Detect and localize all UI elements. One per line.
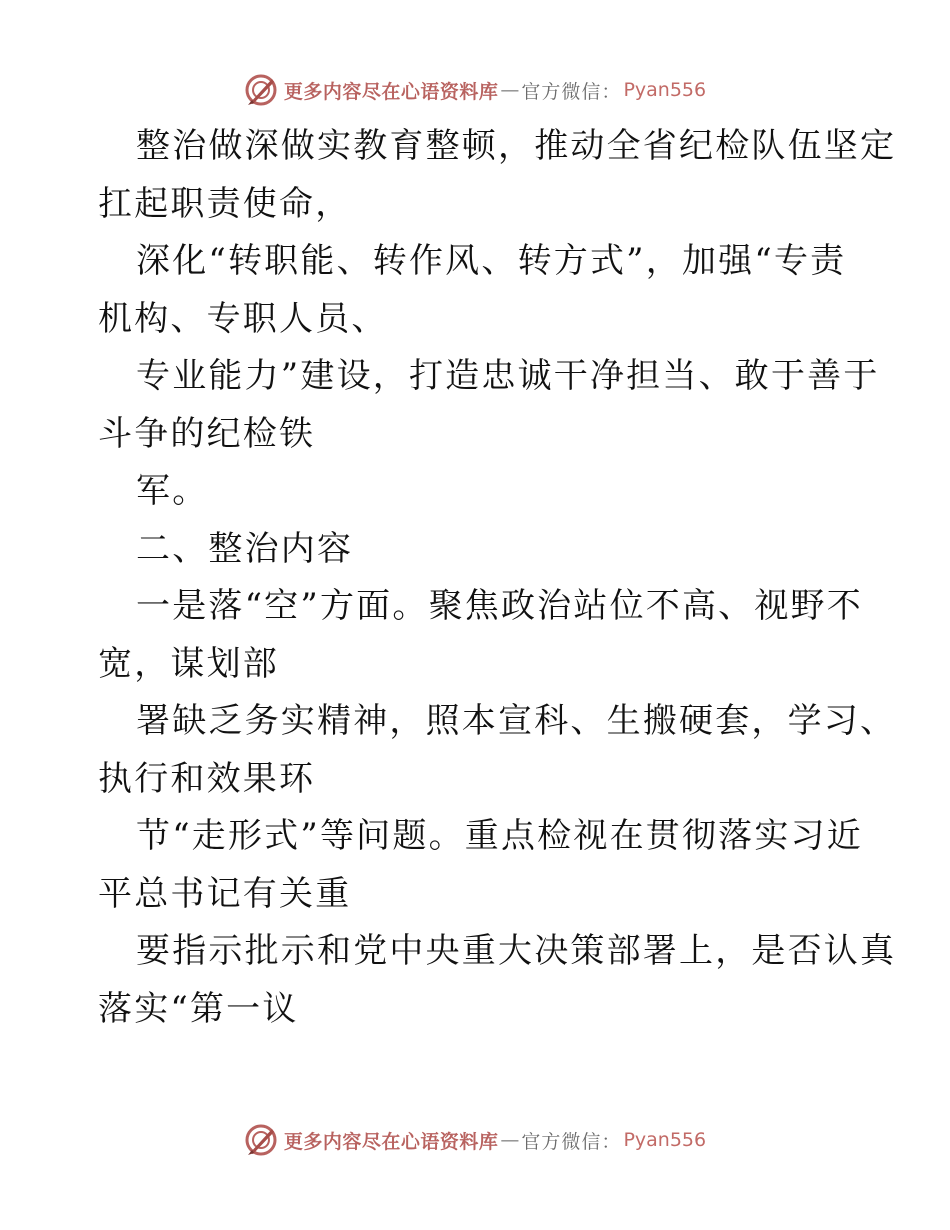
watermark-text: 更多内容尽在心语资料库: [283, 1130, 499, 1153]
watermark-text: 更多内容尽在心语资料库: [283, 80, 499, 103]
text-line: 专业能力”建设，打造忠诚干净担当、敢于善于: [136, 356, 880, 396]
text-line: 执行和效果环: [98, 758, 316, 799]
text-line: 机构、专职人员、: [98, 298, 388, 339]
watermark-official-label: 官方微信：: [521, 1130, 622, 1153]
watermark-wechat-id: Pyan556: [623, 79, 707, 101]
text-line: 要指示批示和党中央重大决策部署上，是否认真: [136, 931, 897, 971]
watermark-dash: —: [500, 79, 520, 101]
text-line: 平总书记有关重: [98, 873, 352, 914]
pen-logo-icon: [244, 1123, 278, 1157]
text-line: 宽，谋划部: [98, 643, 279, 684]
header-watermark: [0, 70, 950, 110]
text-line: 署缺乏务实精神，照本宣科、生搬硬套，学习、: [136, 701, 897, 741]
text-line: 整治做深做实教育整顿，推动全省纪检队伍坚定: [136, 126, 897, 166]
text-line: 落实“第一议: [98, 988, 299, 1029]
text-line: 扛起职责使命，: [98, 183, 352, 224]
footer-watermark: [0, 1120, 950, 1160]
document-body: [98, 118, 897, 1038]
text-line: 斗争的纪检铁: [98, 413, 316, 454]
text-line: 一是落“空”方面。聚焦政治站位不高、视野不: [136, 586, 863, 626]
text-line: 节“走形式”等问题。重点检视在贯彻落实习近: [136, 816, 863, 856]
text-line: 军。: [136, 471, 209, 511]
watermark-official-label: 官方微信：: [521, 80, 622, 103]
text-line: 深化“转职能、转作风、转方式”，加强“专责: [136, 241, 847, 281]
watermark-wechat-id: Pyan556: [623, 1129, 707, 1151]
pen-logo-icon: [244, 73, 278, 107]
section-heading: 二、整治内容: [136, 528, 354, 569]
watermark-dash: —: [500, 1129, 520, 1151]
